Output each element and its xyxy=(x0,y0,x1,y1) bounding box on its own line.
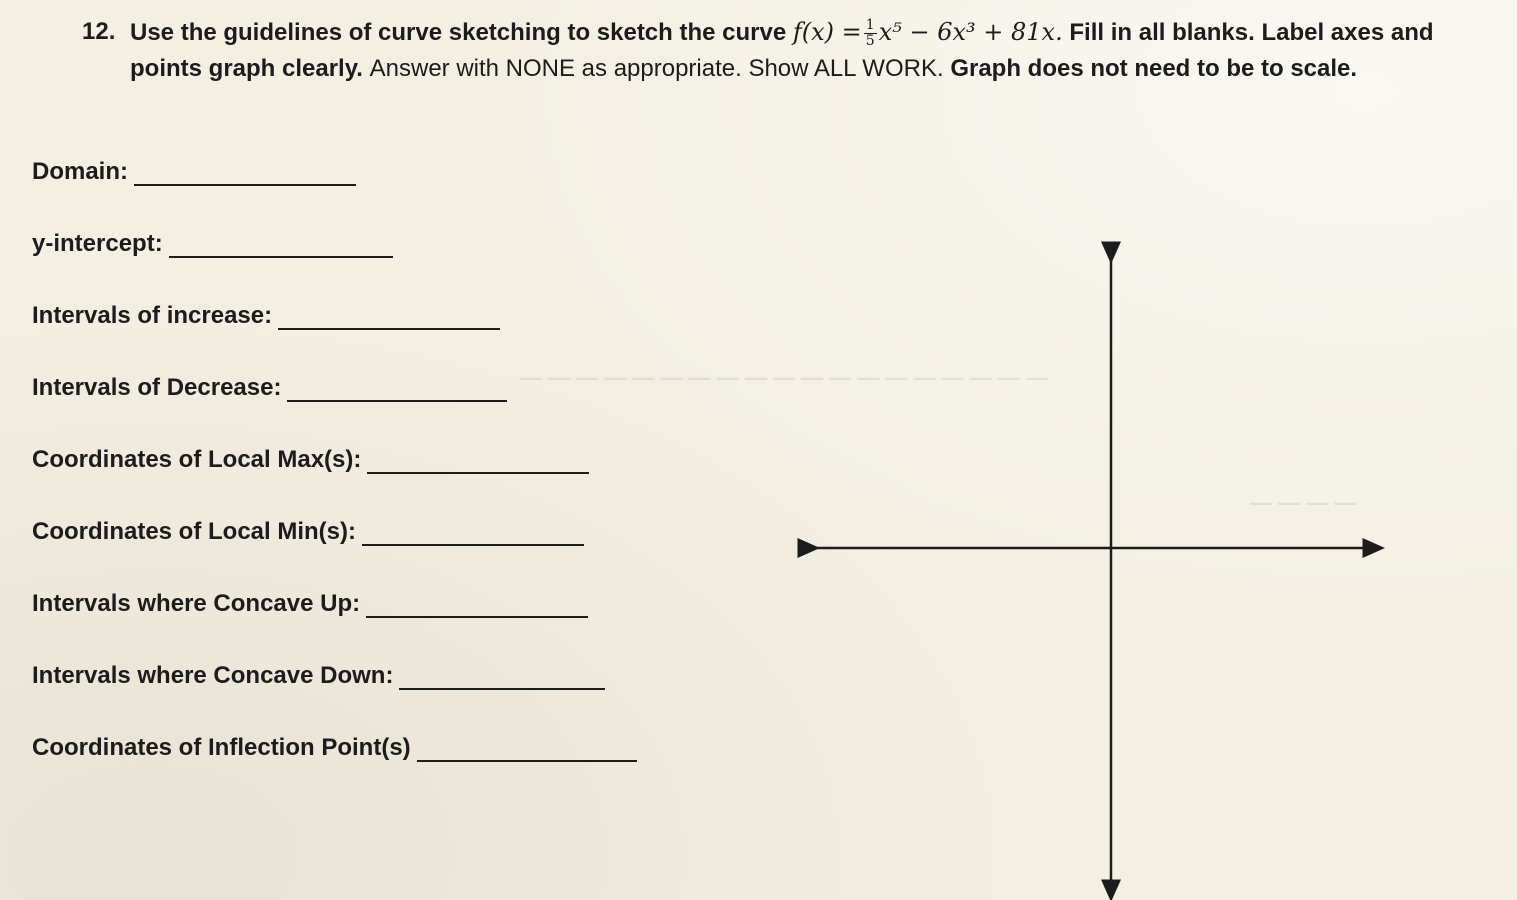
function-expression xyxy=(792,17,1063,49)
field-label: Coordinates of Inflection Point(s) xyxy=(32,734,411,761)
field-label: Intervals where Concave Up: xyxy=(32,590,361,617)
fraction xyxy=(864,18,877,49)
field-label: Domain: xyxy=(32,158,128,185)
answer-blank[interactable] xyxy=(169,232,393,258)
field-intervals-increase xyxy=(32,302,500,330)
field-concave-down xyxy=(32,662,605,690)
function-rest: x⁵ − 6x³ + 81x. xyxy=(878,18,1063,46)
fraction-denominator: 5 xyxy=(865,33,875,49)
answer-blank[interactable] xyxy=(287,376,507,402)
answer-blank[interactable] xyxy=(367,448,589,474)
bleed-through-text: — — — — — — — — — — — — — — — — — — — xyxy=(520,365,1049,390)
field-y-intercept xyxy=(32,230,393,258)
bleed-through-text: — — — — xyxy=(1250,490,1357,515)
field-local-max xyxy=(32,446,589,474)
answer-blank[interactable] xyxy=(134,160,356,186)
field-label: Coordinates of Local Max(s): xyxy=(32,446,362,473)
blank-coordinate-axes[interactable] xyxy=(780,240,1400,900)
field-label: Intervals of Decrease: xyxy=(32,374,282,401)
answer-blank[interactable] xyxy=(362,520,584,546)
answer-blank[interactable] xyxy=(278,304,500,330)
field-concave-up xyxy=(32,590,588,618)
answer-blank[interactable] xyxy=(399,664,605,690)
field-label: Coordinates of Local Min(s): xyxy=(32,518,356,545)
instructions-bold-2: Graph does not need to be to scale. xyxy=(950,55,1358,82)
field-domain xyxy=(32,158,356,186)
field-label: Intervals where Concave Down: xyxy=(32,662,394,689)
problem-intro: Use the guidelines of curve sketching to sketch the curve xyxy=(130,19,787,46)
field-label: Intervals of increase: xyxy=(32,302,273,329)
field-intervals-decrease xyxy=(32,374,507,402)
function-lhs: f(x) = xyxy=(792,18,862,46)
problem-statement xyxy=(82,14,1442,87)
field-inflection-points xyxy=(32,734,637,762)
instructions-bold-1: Fill in all blanks. Label axes and points graph clearly. xyxy=(130,19,1434,82)
answer-blank[interactable] xyxy=(417,736,637,762)
fraction-numerator: 1 xyxy=(865,17,875,33)
field-local-min xyxy=(32,518,584,546)
answer-blank[interactable] xyxy=(366,592,588,618)
instructions-normal: Answer with NONE as appropriate. Show ALL WORK. xyxy=(369,55,944,82)
field-label: y-intercept: xyxy=(32,230,163,257)
problem-number: 12. xyxy=(82,18,116,45)
